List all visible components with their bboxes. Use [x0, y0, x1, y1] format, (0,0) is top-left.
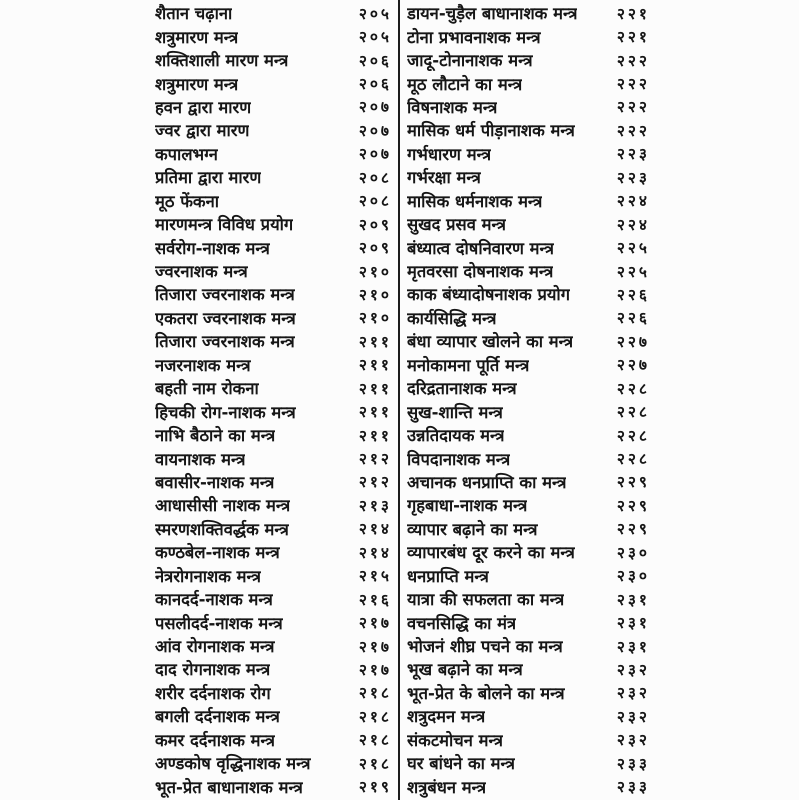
toc-entry-row: [407, 259, 650, 282]
entry-page-number: २१४: [358, 543, 392, 562]
entry-page-number: २११: [358, 356, 392, 375]
toc-entry-row: [155, 634, 392, 657]
entry-title: दरिद्रतानाशक मन्त्र: [407, 379, 517, 399]
entry-page-number: २२३: [616, 145, 650, 164]
entry-title: नजरनाशक मन्त्र: [155, 355, 251, 375]
toc-entry-row: [407, 446, 650, 469]
entry-title: मासिक धर्म पीड़ानाशक मन्त्र: [407, 121, 575, 141]
entry-title: ज्वरनाशक मन्त्र: [155, 262, 248, 282]
toc-entry-row: [155, 259, 392, 282]
toc-entry-row: [155, 1, 392, 24]
toc-right-column: [407, 1, 650, 798]
toc-entry-row: [407, 657, 650, 680]
entry-page-number: २१०: [358, 309, 392, 328]
entry-page-number: २१८: [358, 684, 392, 703]
toc-entry-row: [407, 517, 650, 540]
entry-title: गर्भधारण मन्त्र: [407, 144, 492, 164]
toc-entry-row: [155, 95, 392, 118]
entry-page-number: २११: [358, 379, 392, 398]
toc-entry-row: [407, 774, 650, 797]
entry-page-number: २०६: [358, 75, 392, 94]
toc-left-column: [155, 1, 392, 798]
toc-entry-row: [407, 1, 650, 24]
toc-entry-row: [155, 423, 392, 446]
entry-page-number: २३१: [616, 637, 650, 656]
entry-title: शरीर दर्दनाशक रोग: [155, 683, 271, 703]
entry-title: गृहबाधा-नाशक मन्त्र: [407, 496, 528, 516]
entry-page-number: २२३: [616, 168, 650, 187]
toc-entry-row: [155, 657, 392, 680]
toc-entry-row: [155, 189, 392, 212]
entry-page-number: २१२: [358, 450, 392, 469]
toc-entry-row: [155, 681, 392, 704]
toc-entry-row: [407, 376, 650, 399]
entry-page-number: २२५: [616, 262, 650, 281]
entry-title: संकटमोचन मन्त्र: [407, 730, 503, 750]
entry-title: यात्रा की सफलता का मन्त्र: [407, 590, 565, 610]
toc-entry-row: [155, 329, 392, 352]
entry-title: बंधा व्यापार खोलने का मन्त्र: [407, 332, 574, 352]
toc-entry-row: [407, 189, 650, 212]
entry-page-number: २३२: [616, 731, 650, 750]
entry-title: प्रतिमा द्वारा मारण: [155, 168, 262, 188]
toc-entry-row: [155, 282, 392, 305]
entry-page-number: २२६: [616, 309, 650, 328]
toc-entry-row: [155, 165, 392, 188]
entry-title: शैतान चढ़ाना: [155, 4, 233, 24]
entry-title: मारणमन्त्र विविध प्रयोग: [155, 215, 294, 235]
toc-entry-row: [155, 399, 392, 422]
entry-page-number: २३३: [616, 754, 650, 773]
entry-page-number: २१४: [358, 520, 392, 539]
entry-title: अचानक धनप्राप्ति का मन्त्र: [407, 472, 567, 492]
toc-entry-row: [407, 423, 650, 446]
entry-title: आधासीसी नाशक मन्त्र: [155, 496, 291, 516]
toc-entry-row: [407, 751, 650, 774]
entry-page-number: २०६: [358, 51, 392, 70]
toc-entry-row: [407, 329, 650, 352]
toc-entry-row: [155, 564, 392, 587]
entry-page-number: २३०: [616, 567, 650, 586]
toc-entry-row: [407, 235, 650, 258]
entry-page-number: २२८: [616, 403, 650, 422]
entry-title: व्यापार बढ़ाने का मन्त्र: [407, 519, 538, 539]
entry-page-number: २२८: [616, 426, 650, 445]
entry-title: भूख बढ़ाने का मन्त्र: [407, 660, 523, 680]
entry-title: सर्वरोग-नाशक मन्त्र: [155, 238, 270, 258]
entry-title: शत्रुदमन मन्त्र: [407, 707, 486, 727]
entry-page-number: २२२: [616, 121, 650, 140]
toc-entry-row: [407, 306, 650, 329]
entry-title: विपदानाशक मन्त्र: [407, 449, 511, 469]
entry-page-number: २१८: [358, 731, 392, 750]
entry-page-number: २२२: [616, 98, 650, 117]
entry-title: कार्यसिद्धि मन्त्र: [407, 308, 497, 328]
entry-page-number: २३०: [616, 543, 650, 562]
entry-page-number: २३१: [616, 590, 650, 609]
toc-entry-row: [155, 470, 392, 493]
toc-entry-row: [155, 48, 392, 71]
entry-page-number: २१३: [358, 496, 392, 515]
entry-page-number: २०५: [358, 4, 392, 23]
entry-title: कपालभग्न: [155, 144, 218, 164]
toc-entry-row: [407, 634, 650, 657]
toc-entry-row: [155, 517, 392, 540]
entry-page-number: २०७: [358, 145, 392, 164]
toc-entry-row: [407, 71, 650, 94]
entry-page-number: २१७: [358, 660, 392, 679]
toc-entry-row: [407, 282, 650, 305]
entry-title: शत्रुबंधन मन्त्र: [407, 777, 487, 797]
entry-title: घर बांधने का मन्त्र: [407, 754, 516, 774]
toc-entry-row: [155, 24, 392, 47]
entry-page-number: २१८: [358, 754, 392, 773]
entry-page-number: २२५: [616, 239, 650, 258]
entry-title: काक बंध्यादोषनाशक प्रयोग: [407, 285, 570, 305]
entry-title: टोना प्रभावनाशक मन्त्र: [407, 27, 541, 47]
entry-title: मूठ लौटाने का मन्त्र: [407, 74, 523, 94]
entry-title: बंध्यात्व दोषनिवारण मन्त्र: [407, 238, 554, 258]
toc-entry-row: [407, 610, 650, 633]
entry-page-number: २०८: [358, 168, 392, 187]
toc-entry-row: [155, 376, 392, 399]
toc-entry-row: [407, 353, 650, 376]
toc-entry-row: [155, 212, 392, 235]
entry-title: भूत-प्रेत के बोलने का मन्त्र: [407, 683, 565, 703]
entry-title: व्यापारबंध दूर करने का मन्त्र: [407, 543, 575, 563]
entry-title: वचनसिद्धि का मंत्र: [407, 613, 517, 633]
entry-page-number: २२७: [616, 332, 650, 351]
toc-entry-row: [155, 71, 392, 94]
entry-title: उन्नतिदायक मन्त्र: [407, 426, 505, 446]
entry-page-number: २१८: [358, 707, 392, 726]
entry-title: बगली दर्दनाशक मन्त्र: [155, 707, 280, 727]
entry-page-number: २२६: [616, 285, 650, 304]
entry-page-number: २१०: [358, 285, 392, 304]
entry-title: मृतवरसा दोषनाशक मन्त्र: [407, 262, 554, 282]
entry-title: हवन द्वारा मारण: [155, 97, 252, 117]
entry-page-number: २०७: [358, 98, 392, 117]
entry-title: शक्तिशाली मारण मन्त्र: [155, 51, 289, 71]
entry-title: नाभि बैठाने का मन्त्र: [155, 426, 276, 446]
entry-page-number: २२४: [616, 215, 650, 234]
toc-entry-row: [407, 399, 650, 422]
entry-page-number: २३३: [616, 778, 650, 797]
toc-entry-row: [155, 610, 392, 633]
entry-page-number: २२२: [616, 75, 650, 94]
toc-entry-row: [407, 165, 650, 188]
entry-title: बवासीर-नाशक मन्त्र: [155, 472, 275, 492]
toc-entry-row: [407, 564, 650, 587]
toc-entry-row: [155, 353, 392, 376]
entry-title: तिजारा ज्वरनाशक मन्त्र: [155, 332, 295, 352]
toc-entry-row: [155, 235, 392, 258]
entry-title: एकतरा ज्वरनाशक मन्त्र: [155, 308, 296, 328]
entry-page-number: २१७: [358, 614, 392, 633]
entry-page-number: २३२: [616, 684, 650, 703]
entry-page-number: २२७: [616, 356, 650, 375]
entry-page-number: २१५: [358, 567, 392, 586]
entry-page-number: २३२: [616, 707, 650, 726]
column-divider: [398, 0, 400, 800]
toc-entry-row: [407, 95, 650, 118]
entry-title: कमर दर्दनाशक मन्त्र: [155, 730, 275, 750]
toc-entry-row: [155, 728, 392, 751]
entry-title: सुख-शान्ति मन्त्र: [407, 402, 503, 422]
entry-page-number: २२१: [616, 28, 650, 47]
entry-title: कण्ठबेल-नाशक मन्त्र: [155, 543, 280, 563]
entry-page-number: २२९: [616, 473, 650, 492]
entry-page-number: २०९: [358, 239, 392, 258]
entry-title: पसलीदर्द-नाशक मन्त्र: [155, 613, 283, 633]
entry-title: शत्रुमारण मन्त्र: [155, 74, 239, 94]
entry-page-number: २३१: [616, 614, 650, 633]
toc-entry-row: [407, 212, 650, 235]
entry-page-number: २११: [358, 426, 392, 445]
entry-page-number: २०५: [358, 28, 392, 47]
toc-entry-row: [155, 540, 392, 563]
entry-title: मनोकामना पूर्ति मन्त्र: [407, 355, 530, 375]
entry-title: मासिक धर्मनाशक मन्त्र: [407, 191, 543, 211]
entry-title: तिजारा ज्वरनाशक मन्त्र: [155, 285, 295, 305]
entry-page-number: २११: [358, 332, 392, 351]
entry-page-number: २१६: [358, 590, 392, 609]
entry-title: जादू-टोनानाशक मन्त्र: [407, 51, 533, 71]
entry-title: अण्डकोष वृद्धिनाशक मन्त्र: [155, 754, 311, 774]
toc-entry-row: [407, 728, 650, 751]
toc-entry-row: [155, 118, 392, 141]
entry-page-number: २१९: [358, 778, 392, 797]
toc-entry-row: [407, 540, 650, 563]
entry-page-number: २१२: [358, 473, 392, 492]
toc-entry-row: [155, 446, 392, 469]
toc-entry-row: [407, 470, 650, 493]
entry-page-number: २२९: [616, 496, 650, 515]
entry-page-number: २१०: [358, 262, 392, 281]
entry-title: गर्भरक्षा मन्त्र: [407, 168, 481, 188]
toc-entry-row: [407, 24, 650, 47]
entry-page-number: २२९: [616, 520, 650, 539]
toc-entry-row: [407, 493, 650, 516]
toc-entry-row: [407, 48, 650, 71]
entry-page-number: २२२: [616, 51, 650, 70]
entry-title: बहती नाम रोकना: [155, 379, 259, 399]
entry-title: दाद रोगनाशक मन्त्र: [155, 660, 271, 680]
entry-page-number: २११: [358, 403, 392, 422]
entry-title: नेत्ररोगनाशक मन्त्र: [155, 566, 261, 586]
entry-page-number: २०९: [358, 215, 392, 234]
toc-entry-row: [407, 704, 650, 727]
toc-entry-row: [155, 704, 392, 727]
entry-title: मूठ फेंकना: [155, 191, 220, 211]
entry-title: डायन-चुड़ैल बाधानाशक मन्त्र: [407, 4, 578, 24]
entry-title: भूत-प्रेत बाधानाशक मन्त्र: [155, 777, 303, 797]
toc-entry-row: [407, 587, 650, 610]
entry-page-number: २१७: [358, 637, 392, 656]
entry-title: आंव रोगनाशक मन्त्र: [155, 637, 275, 657]
toc-entry-row: [155, 142, 392, 165]
entry-title: कानदर्द-नाशक मन्त्र: [155, 590, 273, 610]
entry-page-number: २२१: [616, 4, 650, 23]
toc-entry-row: [155, 774, 392, 797]
entry-page-number: २२८: [616, 379, 650, 398]
entry-title: भोजनं शीघ्र पचने का मन्त्र: [407, 637, 563, 657]
toc-entry-row: [155, 587, 392, 610]
entry-title: सुखद प्रसव मन्त्र: [407, 215, 506, 235]
toc-entry-row: [155, 751, 392, 774]
toc-entry-row: [407, 681, 650, 704]
entry-title: विषनाशक मन्त्र: [407, 97, 498, 117]
toc-entry-row: [407, 142, 650, 165]
entry-page-number: २०७: [358, 121, 392, 140]
entry-page-number: २२४: [616, 192, 650, 211]
toc-entry-row: [407, 118, 650, 141]
entry-title: ज्वर द्वारा मारण: [155, 121, 250, 141]
entry-title: शत्रुमारण मन्त्र: [155, 27, 239, 47]
entry-page-number: २०८: [358, 192, 392, 211]
entry-title: स्मरणशक्तिवर्द्धक मन्त्र: [155, 519, 289, 539]
entry-title: हिचकी रोग-नाशक मन्त्र: [155, 402, 296, 422]
entry-page-number: २२८: [616, 450, 650, 469]
entry-title: धनप्राप्ति मन्त्र: [407, 566, 489, 586]
entry-title: वायनाशक मन्त्र: [155, 449, 246, 469]
toc-entry-row: [155, 306, 392, 329]
toc-entry-row: [155, 493, 392, 516]
entry-page-number: २३२: [616, 660, 650, 679]
